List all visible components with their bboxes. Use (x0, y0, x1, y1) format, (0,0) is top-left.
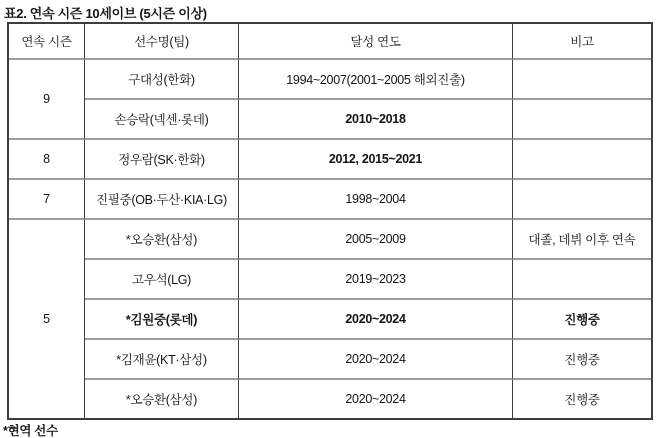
years-cell: 2012, 2015~2021 (239, 140, 513, 180)
note-cell (513, 260, 651, 300)
table-row (9, 100, 651, 140)
table-row (9, 380, 651, 418)
header-note: 비고 (513, 24, 651, 60)
years-cell: 2010~2018 (239, 100, 513, 140)
years-cell: 2005~2009 (239, 220, 513, 260)
table-row (9, 300, 651, 340)
header-row (9, 24, 651, 60)
active-player-footnote: *현역 선수 (3, 424, 58, 438)
note-cell: 진행중 (513, 340, 651, 380)
player-cell: *오승환(삼성) (85, 380, 239, 418)
player-cell: *오승환(삼성) (85, 220, 239, 260)
years-cell: 2020~2024 (239, 340, 513, 380)
header-seasons: 연속 시즌 (9, 24, 85, 60)
note-cell (513, 60, 651, 100)
player-cell: *김원중(롯데) (85, 300, 239, 340)
years-cell: 1994~2007(2001~2005 해외진출) (239, 60, 513, 100)
saves-table-container (7, 22, 653, 420)
years-cell: 2019~2023 (239, 260, 513, 300)
seasons-cell: 8 (9, 140, 85, 180)
player-cell: 고우석(LG) (85, 260, 239, 300)
table-title: 표2. 연속 시즌 10세이브 (5시즌 이상) (4, 6, 207, 21)
years-cell: 1998~2004 (239, 180, 513, 220)
seasons-cell: 7 (9, 180, 85, 220)
header-player: 선수명(팀) (85, 24, 239, 60)
note-cell (513, 180, 651, 220)
player-cell: 손승락(넥센·롯데) (85, 100, 239, 140)
seasons-cell: 9 (9, 60, 85, 140)
note-cell: 진행중 (513, 300, 651, 340)
saves-table (9, 24, 651, 418)
table-row (9, 140, 651, 180)
table-row (9, 220, 651, 260)
note-cell: 대졸, 데뷔 이후 연속 (513, 220, 651, 260)
header-years: 달성 연도 (239, 24, 513, 60)
player-cell: 정우람(SK·한화) (85, 140, 239, 180)
note-cell (513, 140, 651, 180)
note-cell: 진행중 (513, 380, 651, 418)
seasons-cell: 5 (9, 220, 85, 418)
player-cell: 진필중(OB·두산·KIA·LG) (85, 180, 239, 220)
table-row (9, 340, 651, 380)
table-row (9, 60, 651, 100)
years-cell: 2020~2024 (239, 380, 513, 418)
note-cell (513, 100, 651, 140)
player-cell: *김재윤(KT·삼성) (85, 340, 239, 380)
player-cell: 구대성(한화) (85, 60, 239, 100)
table-row (9, 260, 651, 300)
years-cell: 2020~2024 (239, 300, 513, 340)
table-row (9, 180, 651, 220)
